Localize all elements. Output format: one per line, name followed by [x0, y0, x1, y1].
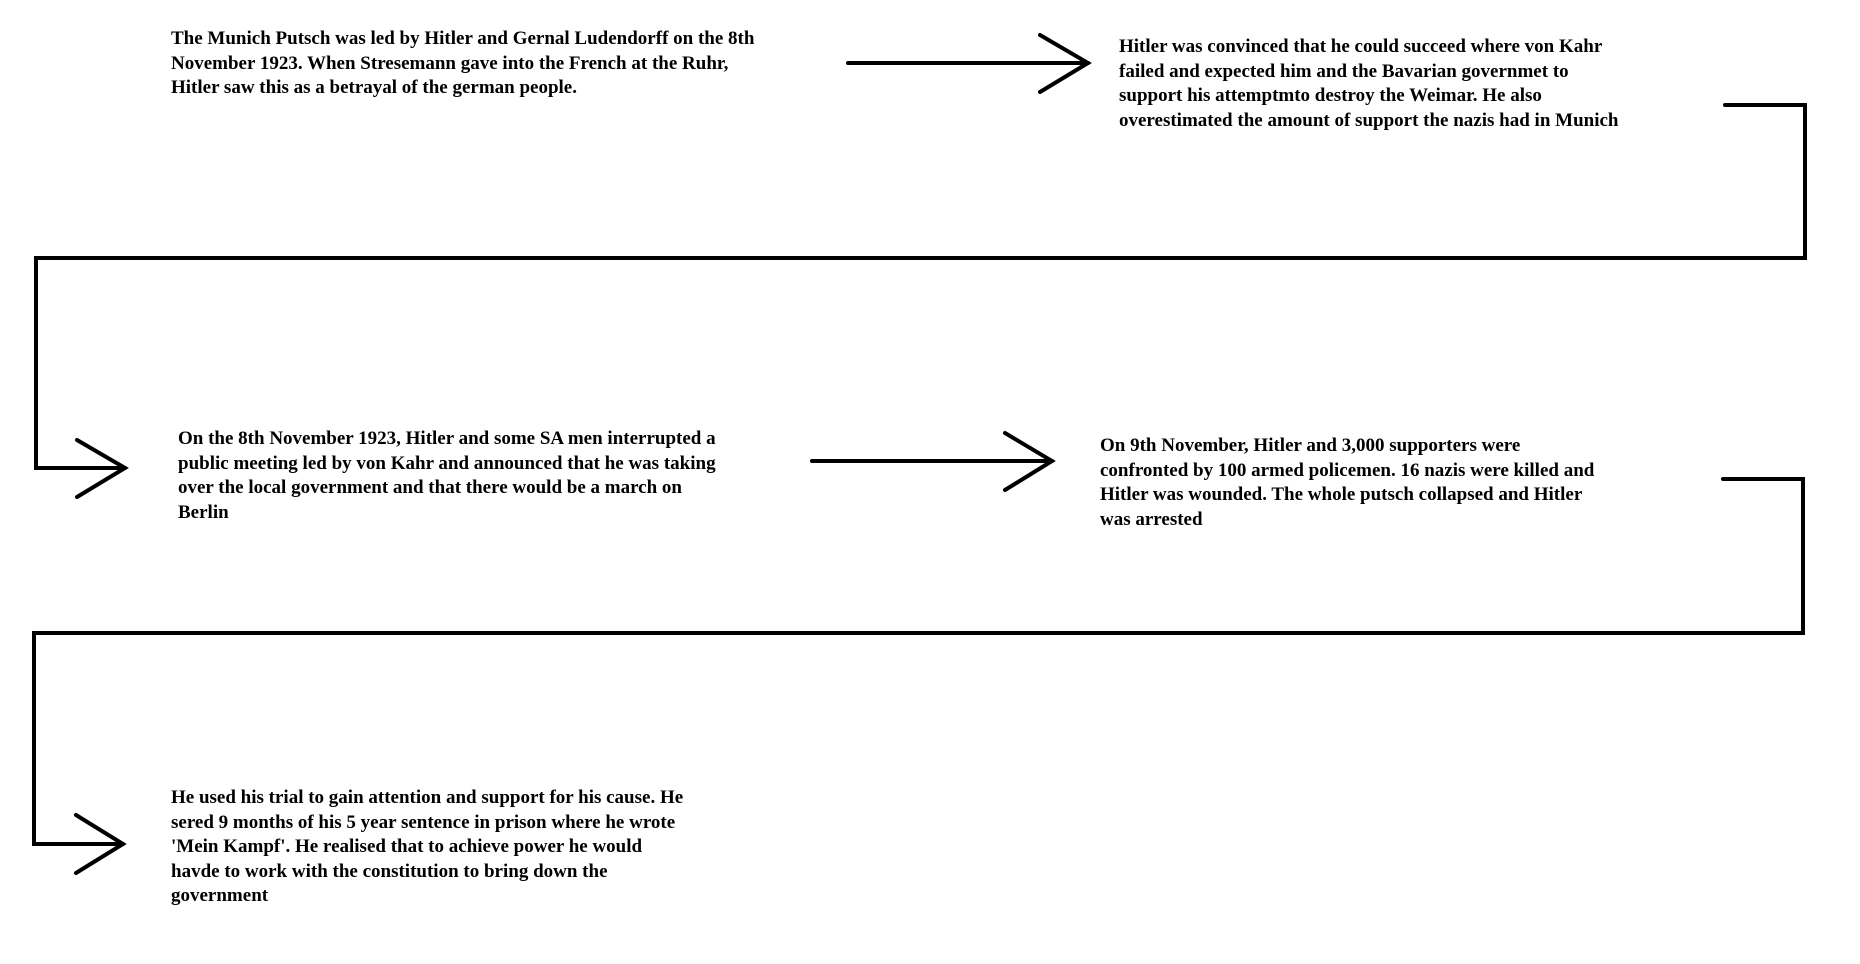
step-1-text: The Munich Putsch was led by Hitler and Gernal Ludendorff on the 8th November 1923. When Stresemann gave into the French at the Ruhr, Hitler saw this as a betrayal of the german people.: [171, 28, 755, 98]
arrow-step3-to-step4: [812, 433, 1052, 490]
step-4-text: On 9th November, Hitler and 3,000 supporters were confronted by 100 armed policemen. 16 nazis were killed and Hitler was wounded. The whole putsch collapsed and Hitler was arrested: [1100, 435, 1595, 530]
step-2-text: Hitler was convinced that he could succeed where von Kahr failed and expected him and the Bavarian governmet to support his attemptmto destroy the Weimar. He also overestimated the amount of support the nazis had in Munich: [1119, 36, 1619, 131]
arrow-step1-to-step2: [848, 35, 1088, 92]
step-3-text: On the 8th November 1923, Hitler and some SA men interrupted a public meeting led by von Kahr and announced that he was taking over the local government and that there would be a march on Berlin: [178, 428, 716, 523]
step-5-text: He used his trial to gain attention and support for his cause. He sered 9 months of his 5 year sentence in prison where he wrote 'Mein Kampf'. He realised that to achieve power he would havde to work with the constitution to bring down the government: [171, 787, 684, 906]
